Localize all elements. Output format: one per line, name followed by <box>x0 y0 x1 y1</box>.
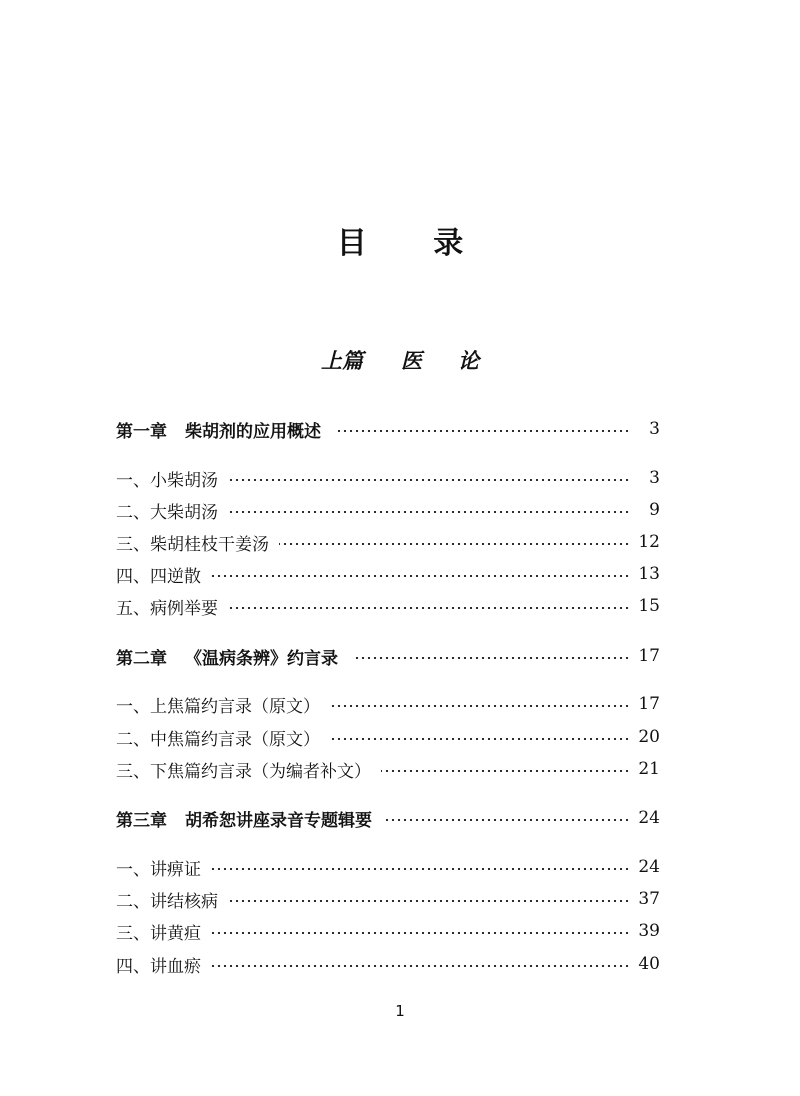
page-ref: 12 <box>638 532 660 552</box>
chapter-number: 第一章 <box>116 421 167 442</box>
chapter-title: 胡希恕讲座录音专题辑要 <box>185 810 372 831</box>
leader-dots <box>228 479 630 481</box>
leader-dots <box>330 738 630 740</box>
toc-entry[interactable] <box>116 561 660 587</box>
part-label: 上篇 <box>321 348 363 373</box>
entry-title: 三、下焦篇约言录（为编者补文） <box>116 761 371 782</box>
page-ref: 20 <box>638 727 660 747</box>
entry-title: 三、讲黄疸 <box>116 923 201 944</box>
entry-title: 二、大柴胡汤 <box>116 502 218 523</box>
leader-dots <box>228 607 630 609</box>
toc-entry[interactable] <box>116 724 660 750</box>
leader-dots <box>228 900 630 902</box>
chapter-number: 第三章 <box>116 810 167 831</box>
page-ref: 3 <box>649 468 660 488</box>
leader-dots <box>352 657 630 659</box>
page-ref: 17 <box>638 646 660 666</box>
part-title <box>0 346 800 376</box>
entry-title: 四、四逆散 <box>116 566 201 587</box>
page-ref: 24 <box>638 857 660 877</box>
leader-dots <box>211 868 630 870</box>
page-number: 1 <box>395 1002 405 1020</box>
page-ref: 37 <box>638 889 660 909</box>
page-ref: 13 <box>638 564 660 584</box>
page-ref: 24 <box>638 808 660 828</box>
toc-entry[interactable] <box>116 886 660 912</box>
leader-dots <box>330 705 630 707</box>
chapter-title: 《温病条辨》约言录 <box>185 648 338 669</box>
toc-entry[interactable] <box>116 756 660 782</box>
toc-chapter-3[interactable] <box>116 805 660 831</box>
toc-chapter-1[interactable] <box>116 416 660 442</box>
page-ref: 9 <box>649 500 660 520</box>
page-ref: 15 <box>638 596 660 616</box>
entry-title: 四、讲血瘀 <box>116 956 201 977</box>
page-ref: 21 <box>638 759 660 779</box>
toc-entry[interactable] <box>116 497 660 523</box>
leader-dots <box>211 965 630 967</box>
page-ref: 3 <box>649 419 660 439</box>
leader-dots <box>279 543 630 545</box>
leader-dots <box>228 511 630 513</box>
chapter-title: 柴胡剂的应用概述 <box>185 421 321 442</box>
entry-title: 一、上焦篇约言录（原文） <box>116 696 320 717</box>
leader-dots <box>211 932 630 934</box>
toc-entry[interactable] <box>116 465 660 491</box>
leader-dots <box>335 430 630 432</box>
entry-title: 一、讲痹证 <box>116 859 201 880</box>
entry-title: 三、柴胡桂枝干姜汤 <box>116 534 269 555</box>
toc-entry[interactable] <box>116 529 660 555</box>
page-ref: 40 <box>638 954 660 974</box>
toc-entry[interactable] <box>116 691 660 717</box>
part-label-lun: 论 <box>458 348 479 373</box>
page-title: 目 录 <box>336 226 492 261</box>
leader-dots <box>381 770 630 772</box>
toc-entry[interactable] <box>116 593 660 619</box>
page-ref: 17 <box>638 694 660 714</box>
toc-chapter-2[interactable] <box>116 643 660 669</box>
toc-entry[interactable] <box>116 918 660 944</box>
entry-title: 二、中焦篇约言录（原文） <box>116 729 320 750</box>
leader-dots <box>211 575 630 577</box>
part-label-yi: 医 <box>401 348 422 373</box>
chapter-number: 第二章 <box>116 648 167 669</box>
leader-dots <box>386 819 630 821</box>
entry-title: 一、小柴胡汤 <box>116 470 218 491</box>
entry-title: 二、讲结核病 <box>116 891 218 912</box>
page-ref: 39 <box>638 921 660 941</box>
toc-entry[interactable] <box>116 854 660 880</box>
entry-title: 五、病例举要 <box>116 598 218 619</box>
toc-entry[interactable] <box>116 951 660 977</box>
